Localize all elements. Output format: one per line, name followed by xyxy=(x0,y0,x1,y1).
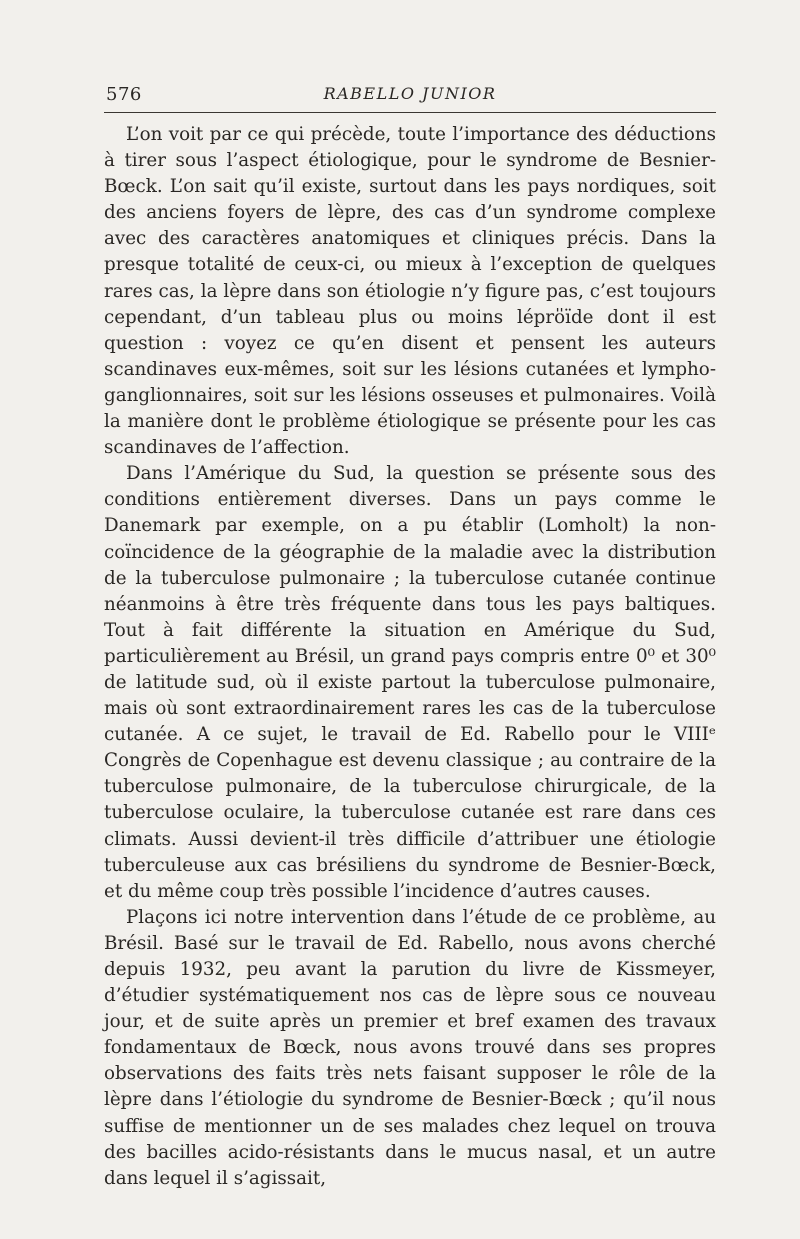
paragraph-1: L’on voit par ce qui précède, toute l’importance des déductions à tirer sous l’aspect étiologique, pour le syndrome de Besnier-Bœck. L’on sait qu’il existe, surtout dans les pays nordiques, soit des anciens foyers de lèpre, des cas d’un syndrome complexe avec des caractères anatomiques et cliniques précis. Dans la presque totalité de ceux-ci, ou mieux à l’exception de quelques rares cas, la lèpre dans son étiologie n’y figure pas, c’est toujours cependant, d’un tableau plus ou moins lépro̎ïde dont il est question : voyez ce qu’en disent et pensent les auteurs scandinaves eux-mêmes, soit sur les lésions cutanées et lympho-ganglionnaires, soit sur les lésions osseuses et pulmonaires. Voilà la manière dont le problème étiologique se présente pour les cas scandinaves de l’affection. xyxy=(104,124,716,459)
body-text xyxy=(104,122,716,1192)
page-number: 576 xyxy=(106,84,142,105)
page-header xyxy=(104,82,716,113)
paragraph-3: Plaçons ici notre intervention dans l’étude de ce problème, au Brésil. Basé sur le travail de Ed. Rabello, nous avons cherché depuis 1932, peu avant la parution du livre de Kissmeyer, d’étudier systématiquement nos cas de lèpre sous ce nouveau jour, et de suite après un premier et bref examen des travaux fondamentaux de Bœck, nous avons trouvé dans ses propres observations des faits très nets faisant supposer le rôle de la lèpre dans l’étiologie du syndrome de Besnier-Bœck ; qu’il nous suffise de mentionner un de ses malades chez lequel on trouva des bacilles acido-résistants dans le mucus nasal, et un autre dans lequel il s’agissait, xyxy=(104,906,716,1189)
paragraph-2: Dans l’Amérique du Sud, la question se présente sous des conditions entièrement diverses. Dans un pays comme le Danemark par exemple, on a pu établir (Lomholt) la non-coïncidence de la géographie de la maladie avec la distribution de la tuberculose pulmonaire ; la tuberculose cutanée continue néanmoins à être très fréquente dans tous les pays baltiques. Tout à fait différente la situation en Amérique du Sud, particulièrement au Brésil, un grand pays compris entre 0⁰ et 30⁰ de latitude sud, où il existe partout la tuberculose pulmonaire, mais où sont extraordinairement rares les cas de la tuberculose cutanée. A ce sujet, le travail de Ed. Rabello pour le VIIIᵉ Congrès de Copenhague est devenu classique ; au contraire de la tuberculose pulmonaire, de la tuberculose chirurgicale, de la tuberculose oculaire, la tuberculose cutanée est rare dans ces climats. Aussi devient-il très difficile d’attribuer une étiologie tuberculeuse aux cas brésiliens du syndrome de Besnier-Bœck, et du même coup très possible l’incidence d’autres causes. xyxy=(104,463,716,902)
running-head: RABELLO JUNIOR xyxy=(323,84,497,103)
